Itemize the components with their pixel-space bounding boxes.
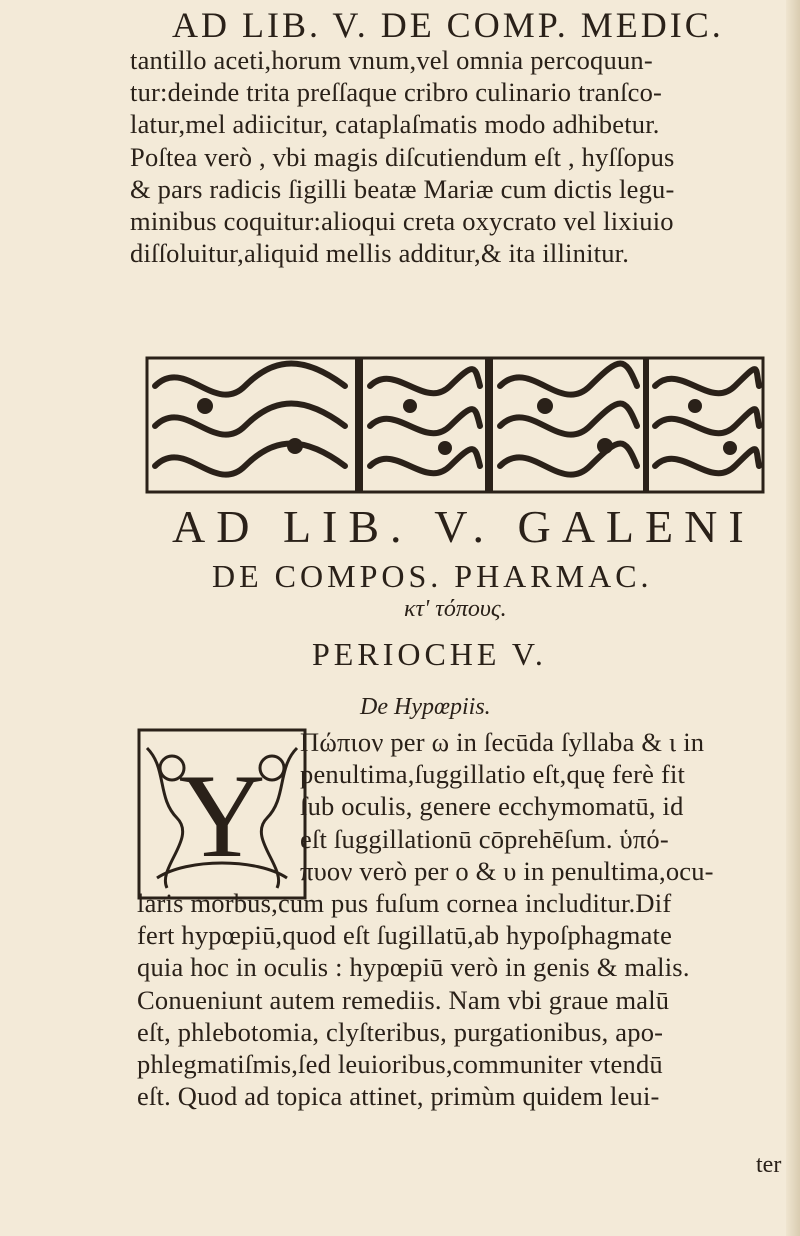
text-line: & pars radicis ſigilli beatæ Mariæ cum dictis legu- <box>130 173 675 204</box>
text-line: eſt ſuggillationū cōprehēſum. ὑπό- <box>300 823 669 854</box>
text-line: Πώπιον per ω in ſecūda ſyllaba & ι in <box>300 727 705 757</box>
title-line-3: κτ' τόπους. <box>404 596 507 622</box>
text-line: tantillo aceti,horum vnum,vel omnia percoquun- <box>130 45 653 75</box>
decorated-initial <box>137 728 307 900</box>
indented-paragraph <box>300 726 714 887</box>
body-paragraph <box>137 887 690 1112</box>
title-line-2: DE COMPOS. PHARMAC. <box>212 558 653 594</box>
text-line: fert hypœpiū,quod eſt ſugillatū,ab hypoſphagmate <box>137 920 673 951</box>
section-subheading: De Hypœpiis. <box>360 694 491 720</box>
text-line: penultima,ſuggillatio eſt,quę ferè fit <box>300 759 686 790</box>
headpiece-ornament <box>145 356 765 494</box>
catchword: ter <box>756 1152 782 1178</box>
text-line: quia hoc in oculis : hypœpiū verò in genis & malis. <box>137 952 690 983</box>
text-line: πυον verò per ο & υ in penultima,ocu- <box>300 855 714 886</box>
text-line: laris morbus,cum pus fuſum cornea includitur.Dif <box>137 888 672 918</box>
text-line: Poſtea verò , vbi magis diſcutiendum eſt , hyſſopus <box>130 141 675 172</box>
text-line: ſub oculis, genere ecchymomatū, id <box>300 791 684 822</box>
text-line: tur:deinde trita preſſaque cribro culinario tranſco- <box>130 77 663 108</box>
text-line: eſt, phlebotomia, clyſteribus, purgationibus, apo- <box>137 1016 664 1047</box>
text-line: latur,mel adiicitur, cataplaſmatis modo adhibetur. <box>130 109 660 140</box>
text-line: eſt. Quod ad topica attinet, primùm quidem leui- <box>137 1081 660 1112</box>
title-line-1: AD LIB. V. GALENI <box>172 501 755 552</box>
title-line-4: PERIOCHE V. <box>312 636 547 672</box>
text-line: diſſoluitur,aliquid mellis additur,& ita illinitur. <box>130 238 630 269</box>
top-paragraph <box>130 44 790 269</box>
text-line: Conueniunt autem remediis. Nam vbi graue malū <box>137 984 670 1015</box>
text-line: minibus coquitur:alioqui creta oxycrato vel lixiuio <box>130 206 674 237</box>
text-line: phlegmatiſmis,ſed leuioribus,communiter vtendū <box>137 1049 663 1080</box>
initial-letter: Y <box>178 749 266 882</box>
running-head: AD LIB. V. DE COMP. MEDIC. <box>172 5 724 45</box>
